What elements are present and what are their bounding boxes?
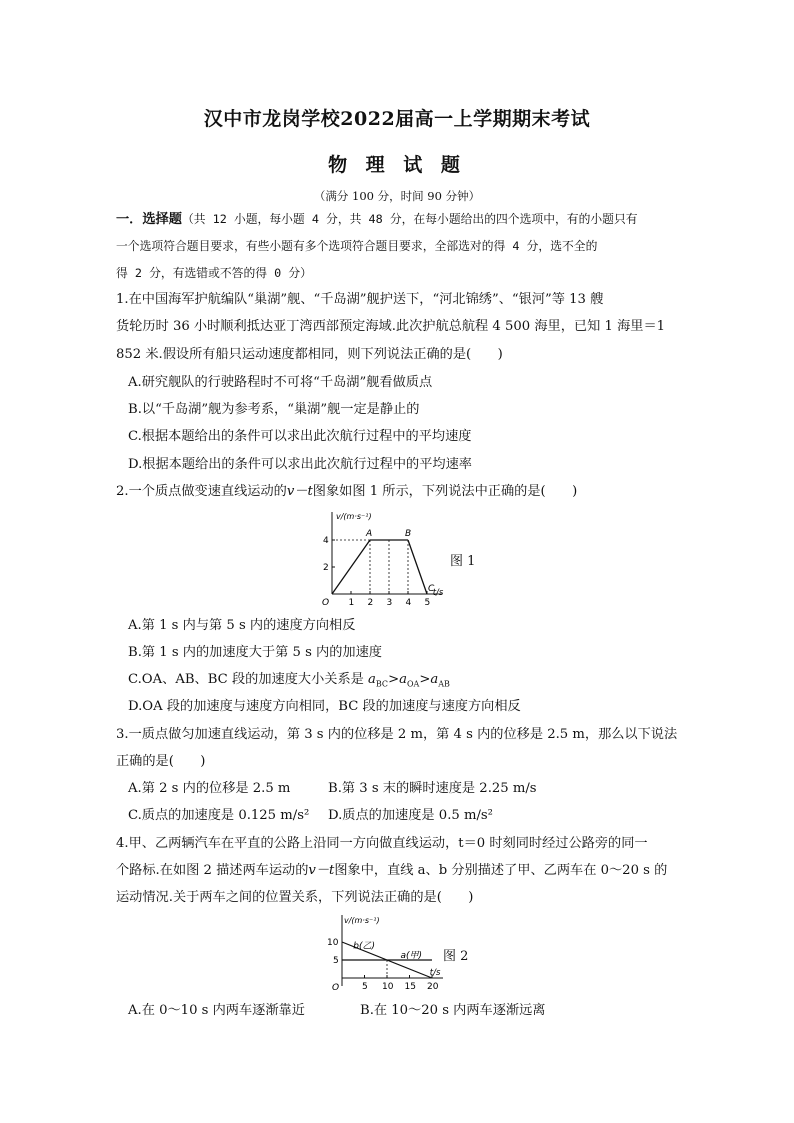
origin-label: O — [322, 598, 330, 608]
vt-symbol: v－t — [286, 484, 313, 499]
x-tick-label: 2 — [367, 598, 374, 608]
score-time-note: （满分 100 分，时间 90 分钟） — [313, 189, 481, 203]
q3-option-b: B.第 3 s 末的瞬时速度是 2.25 m/s — [328, 781, 537, 796]
x-tick-label: 15 — [404, 982, 416, 992]
x-axis-label: t/s — [429, 968, 441, 978]
q2-option-d: D.OA 段的加速度与速度方向相同，BC 段的加速度与速度方向相反 — [128, 699, 521, 714]
figure-1 — [318, 508, 458, 616]
y-axis-label: v/(m·s⁻¹) — [344, 916, 380, 925]
point-label-A: A — [366, 529, 373, 539]
q4-option-b: B.在 10～20 s 内两车逐渐远离 — [360, 1003, 546, 1018]
x-axis-label: t/s — [432, 588, 444, 598]
y-tick-label: 4 — [323, 536, 329, 546]
q1-stem-line-2: 货轮历时 36 小时顺利抵达亚丁湾西部预定海域.此次护航总航程 4 500 海里，已知 1 海里＝1 — [116, 319, 666, 334]
section-instructions-line-2: 一个选项符合题目要求，有些小题有多个选项符合题目要求，全部选对的得 4 分，选不全的 — [116, 239, 598, 253]
x-tick-label: 1 — [348, 598, 355, 608]
q2-stem: 2.一个质点做变速直线运动的v－t图象如图 1 所示，下列说法中正确的是( ) — [116, 484, 578, 499]
q4-stem-line-3: 运动情况.关于两车之间的位置关系，下列说法正确的是( ) — [116, 890, 474, 905]
velocity-segment — [332, 540, 370, 594]
q1-stem-line-1: 1.在中国海军护航编队“巢湖”舰、“千岛湖”舰护送下，“河北锦绣”、“银河”等 13 艘 — [116, 292, 604, 307]
q3-option-c: C.质点的加速度是 0.125 m/s² — [128, 808, 310, 823]
line-b-label: b(乙) — [353, 941, 375, 952]
exam-title: 汉中市龙岗学校2022届高一上学期期末考试 — [203, 108, 591, 130]
q1-option-c: C.根据本题给出的条件可以求出此次航行过程中的平均速度 — [128, 429, 472, 444]
q1-stem-line-3: 852 米.假设所有船只运动速度都相同，则下列说法正确的是( ) — [116, 347, 503, 362]
q1-option-d: D.根据本题给出的条件可以求出此次航行过程中的平均速率 — [128, 457, 472, 472]
point-label-C: C — [428, 584, 435, 594]
q4-stem-line-1: 4.甲、乙两辆汽车在平直的公路上沿同一方向做直线运动，t＝0 时刻同时经过公路旁的同一 — [116, 836, 648, 851]
q3-stem-line-2: 正确的是( ) — [116, 754, 206, 769]
x-tick-label: 5 — [424, 598, 431, 608]
q2-option-c: C.OA、AB、BC 段的加速度大小关系是 $a_{BC}>a_{OA}>a_{AB}$ — [128, 672, 450, 689]
figure-2-label: 图 2 — [443, 949, 469, 964]
subject-title: 物 理 试 题 — [328, 154, 466, 176]
q3-option-a: A.第 2 s 内的位移是 2.5 m — [128, 781, 291, 796]
origin-label: O — [332, 983, 340, 993]
q1-option-b: B.以“千岛湖”舰为参考系，“巢湖”舰一定是静止的 — [128, 402, 420, 417]
x-tick-label: 3 — [386, 598, 393, 608]
q2-option-b: B.第 1 s 内的加速度大于第 5 s 内的加速度 — [128, 645, 382, 660]
q1-option-a: A.研究舰队的行驶路程时不可将“千岛湖”舰看做质点 — [128, 375, 433, 390]
x-tick-label: 10 — [382, 982, 394, 992]
y-tick-label: 2 — [323, 563, 329, 573]
section-heading: 一．选择题 — [116, 212, 182, 227]
y-tick-label: 10 — [327, 938, 339, 948]
q3-option-d: D.质点的加速度是 0.5 m/s² — [328, 808, 493, 823]
velocity-segment — [408, 540, 427, 594]
q4-stem-line-2: 个路标.在如图 2 描述两车运动的v－t图象中，直线 a、b 分别描述了甲、乙两车在 0～20 s 的 — [116, 863, 668, 878]
x-tick-label: 20 — [427, 982, 439, 992]
y-axis-label: v/(m·s⁻¹) — [336, 512, 372, 521]
figure-1-label: 图 1 — [450, 554, 476, 569]
q3-stem-line-1: 3.一质点做匀加速直线运动，第 3 s 内的位移是 2 m，第 4 s 内的位移是 2.5 m，那么以下说法 — [116, 727, 678, 742]
point-label-B: B — [405, 529, 412, 539]
q2-option-a: A.第 1 s 内与第 5 s 内的速度方向相反 — [128, 618, 356, 633]
x-tick-label: 4 — [405, 598, 412, 608]
section-instructions-line-1: 一．选择题（共 12 小题，每小题 4 分，共 48 分，在每小题给出的四个选项中，有的小题只有 — [116, 212, 638, 227]
figure-1-svg — [318, 508, 458, 612]
q4-option-a: A.在 0～10 s 内两车逐渐靠近 — [128, 1003, 305, 1018]
line-a-label: a(甲) — [400, 951, 423, 961]
section-instructions-line-3: 得 2 分，有选错或不答的得 0 分） — [116, 266, 312, 280]
y-tick-label: 5 — [333, 956, 339, 966]
x-tick-label: 5 — [362, 982, 368, 992]
